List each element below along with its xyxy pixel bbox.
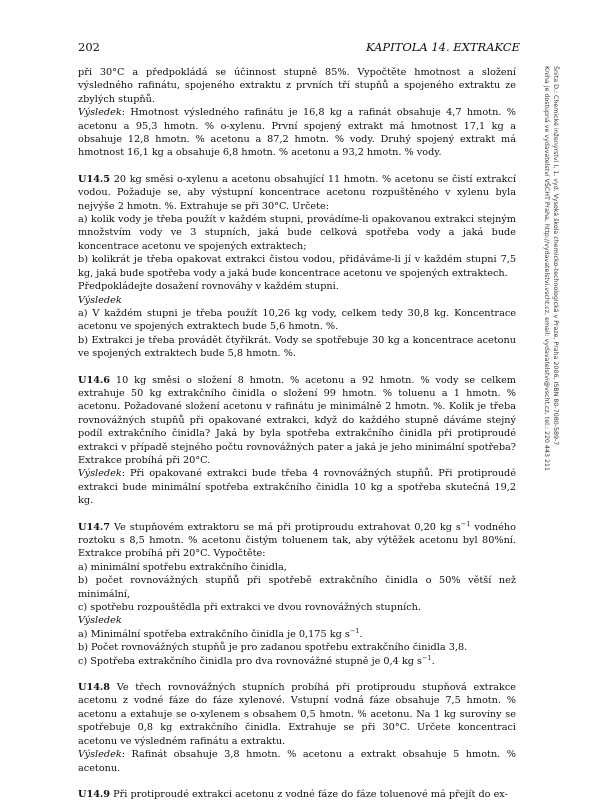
intro-paragraph (78, 66, 516, 106)
intro-text: při 30°C a předpokládá se účinnost stupně 85%. Vypočtěte hmotnost a složení výsledného rafinátu, spojeného extraktu z prvních tří stupňů a spojeného extraktu ze zbylých stupňů. (78, 67, 516, 105)
problem-u14-8 (78, 681, 516, 748)
intro-result (78, 106, 516, 160)
unit-exponent: −1 (460, 519, 471, 528)
problem-u14-9 (78, 788, 516, 801)
problem-u14-5-b: b) kolikrát je třeba opakovat extrakci čistou vodou, přidáváme-li jí v každém stupni 7,5 kg, jaká bude spotřeba vody a jaká bude koncentrace acetonu ve spojených extraktech. (78, 254, 516, 279)
page-number: 202 (78, 40, 100, 54)
side-note (534, 66, 560, 486)
side-note-availability: Kniha je dostupná ve vydavatelství VŠCHT Praha, http://vydavatelstvi.vscht.cz, email: vydavatelstvi@vscht.cz, tel.: 220 443 211 (543, 66, 550, 472)
problem-text: 10 kg směsi o složení 8 hmotn. % acetonu a 92 hmotn. % vody se celkem extrahuje 50 kg extrakčního činidla o složení 99 hmotn. % toluenu a 1 hmotn. % acetonu. Požadované složení acetonu v rafinátu je minimálně 2 hmotn. %. Kolik je třeba rovnovážných stupňů při opakované extrakci, když do každého stupně dáváme stejný podíl extrakčního činidla? Jaká by byla spotřeba extrakčního činidla při protiproudé extrakci v případě stejného počtu rovnovážných pater a jaká je jeho minimální spotřeba? Extrakce probíhá při 20°C. (78, 374, 516, 466)
problem-u14-7-result-c (78, 655, 516, 668)
problem-u14-5 (78, 173, 516, 213)
problem-id: U14.6 (78, 374, 111, 386)
problem-u14-6-result (78, 467, 516, 507)
problem-text: Ve třech rovnovážných stupních probíhá při protiproudu stupňová extrakce acetonu z vodné fáze do fáze xylenové. Vstupní vodná fáze obsahuje 7,5 hmotn. % acetonu a extahuje se o-xylenem s obsahem 0,5 hmotn. % acetonu. Na 1 kg suroviny se spotřebuje 0,8 kg extrakčního činidla. Extrahuje se při 30°C. Určete koncentraci acetonu ve výsledném rafinátu a extraktu. (78, 682, 516, 747)
problem-u14-7-result-a (78, 628, 516, 641)
problem-text: 20 kg směsi o-xylenu a acetonu obsahující 11 hmotn. % acetonu se čistí extrakcí vodou. Požaduje se, aby výstupní koncentrace acetonu rozpuštěného v xylenu byla nejvýše 2 hmotn. %. Extrahuje se při 30°C. Určete: (78, 173, 516, 212)
result-c-period: . (431, 655, 435, 667)
result-text: : Rafinát obsahuje 3,8 hmotn. % acetonu a extrakt obsahuje 5 hmotn. % acetonu. (78, 749, 516, 774)
problem-u14-5-a: a) kolik vody je třeba použít v každém stupni, provádíme-li opakovanou extrakci stejným množstvím vody ve 3 stupních, jaká bude celková spotřeba vody a jaká bude koncentrace acetonu ve spojených extraktech; (78, 214, 516, 252)
problem-text-continued: vodného roztoku s 8,5 hmotn. % acetonu čistým toluenem tak, aby výtěžek acetonu byl 80%ní. Extrakce probíhá při 20°C. Vypočtěte: (78, 521, 516, 560)
problem-u14-7-a: a) minimální spotřebu extrakčního činidla, (78, 561, 287, 573)
problem-text: Při protiproudé extrakci acetonu z vodné fáze do fáze toluenové má přejít do ex- (110, 788, 508, 800)
result-label: Výsledek (78, 107, 122, 119)
chapter-title: KAPITOLA 14. EXTRAKCE (365, 40, 520, 54)
page-header (78, 40, 520, 56)
problem-text: Ve stupňovém extraktoru se má při protiproudu extrahovat 0,20 kg s (110, 521, 461, 533)
problem-id: U14.9 (78, 788, 111, 800)
result-a-period: . (359, 628, 363, 640)
problem-u14-7-result-label: Výsledek (78, 615, 122, 627)
page-content (78, 66, 516, 801)
result-c-text: c) Spotřeba extrakčního činidla pro dva rovnovážné stupně je 0,4 kg s (78, 655, 423, 667)
problem-id: U14.5 (78, 173, 111, 185)
problem-id: U14.8 (78, 682, 111, 694)
result-label: Výsledek (78, 749, 122, 761)
problem-u14-5-result-b: b) Extrakci je třeba provádět čtyřikrát. Vody se spotřebuje 30 kg a koncentrace acetonu ve spojených extraktech bude 5,8 hmotn. %. (78, 334, 516, 360)
problem-u14-5-result-a: a) V každém stupni je třeba použít 10,26 kg vody, celkem tedy 30,8 kg. Koncentrace acetonu ve spojených extraktech bude 5,6 hmotn. %. (78, 307, 516, 333)
unit-exponent: −1 (349, 626, 360, 635)
result-label: Výsledek (78, 468, 122, 480)
result-text: : Hmotnost výsledného rafinátu je 16,8 kg a rafinát obsahuje 4,7 hmotn. % acetonu a 95,3 hmotn. % o-xylenu. První spojený extrakt má hmotnost 17,1 kg a obsahuje 12,8 hmotn. % acetonu a 87,2 hmotn. % vody. Druhý spojený extrakt má hmotnost 16,1 kg a obsahuje 6,8 hmotn. % acetonu a 93,2 hmotn. % vody. (78, 107, 516, 159)
problem-u14-7-c: c) spotřebu rozpouštědla při extrakci ve dvou rovnovážných stupních. (78, 602, 421, 614)
unit-exponent: −1 (422, 653, 432, 662)
problem-u14-7-result-b: b) Počet rovnovážných stupňů je pro zadanou spotřebu extrakčního činidla 3,8. (78, 642, 468, 654)
problem-u14-8-result (78, 748, 516, 775)
problem-u14-7-b: b) počet rovnovážných stupňů při spotřebě extrakčního činidla o 50% větší než minimální, (78, 575, 516, 600)
problem-u14-7 (78, 521, 516, 561)
problem-id: U14.7 (78, 521, 111, 533)
side-note-citation: Šnita D.: Chemické inženýrství I, 1. vyd. Vysoká škola chemicko-technologická v Praze, Praha 2006, ISBN 80-7080-589-7 (552, 66, 559, 446)
result-a-text: a) Minimální spotřeba extrakčního činidla je 0,175 kg s (78, 628, 350, 640)
problem-u14-5-result-label: Výsledek (78, 294, 122, 306)
problem-u14-6 (78, 374, 516, 468)
result-text: : Při opakované extrakci bude třeba 4 rovnovážných stupňů. Při protiproudé extrakci bude minimální spotřeba extrakčního činidla 10 kg a spotřeba skutečná 19,2 kg. (78, 468, 516, 507)
problem-u14-5-note: Předpokládejte dosažení rovnováhy v každém stupni. (78, 281, 339, 293)
